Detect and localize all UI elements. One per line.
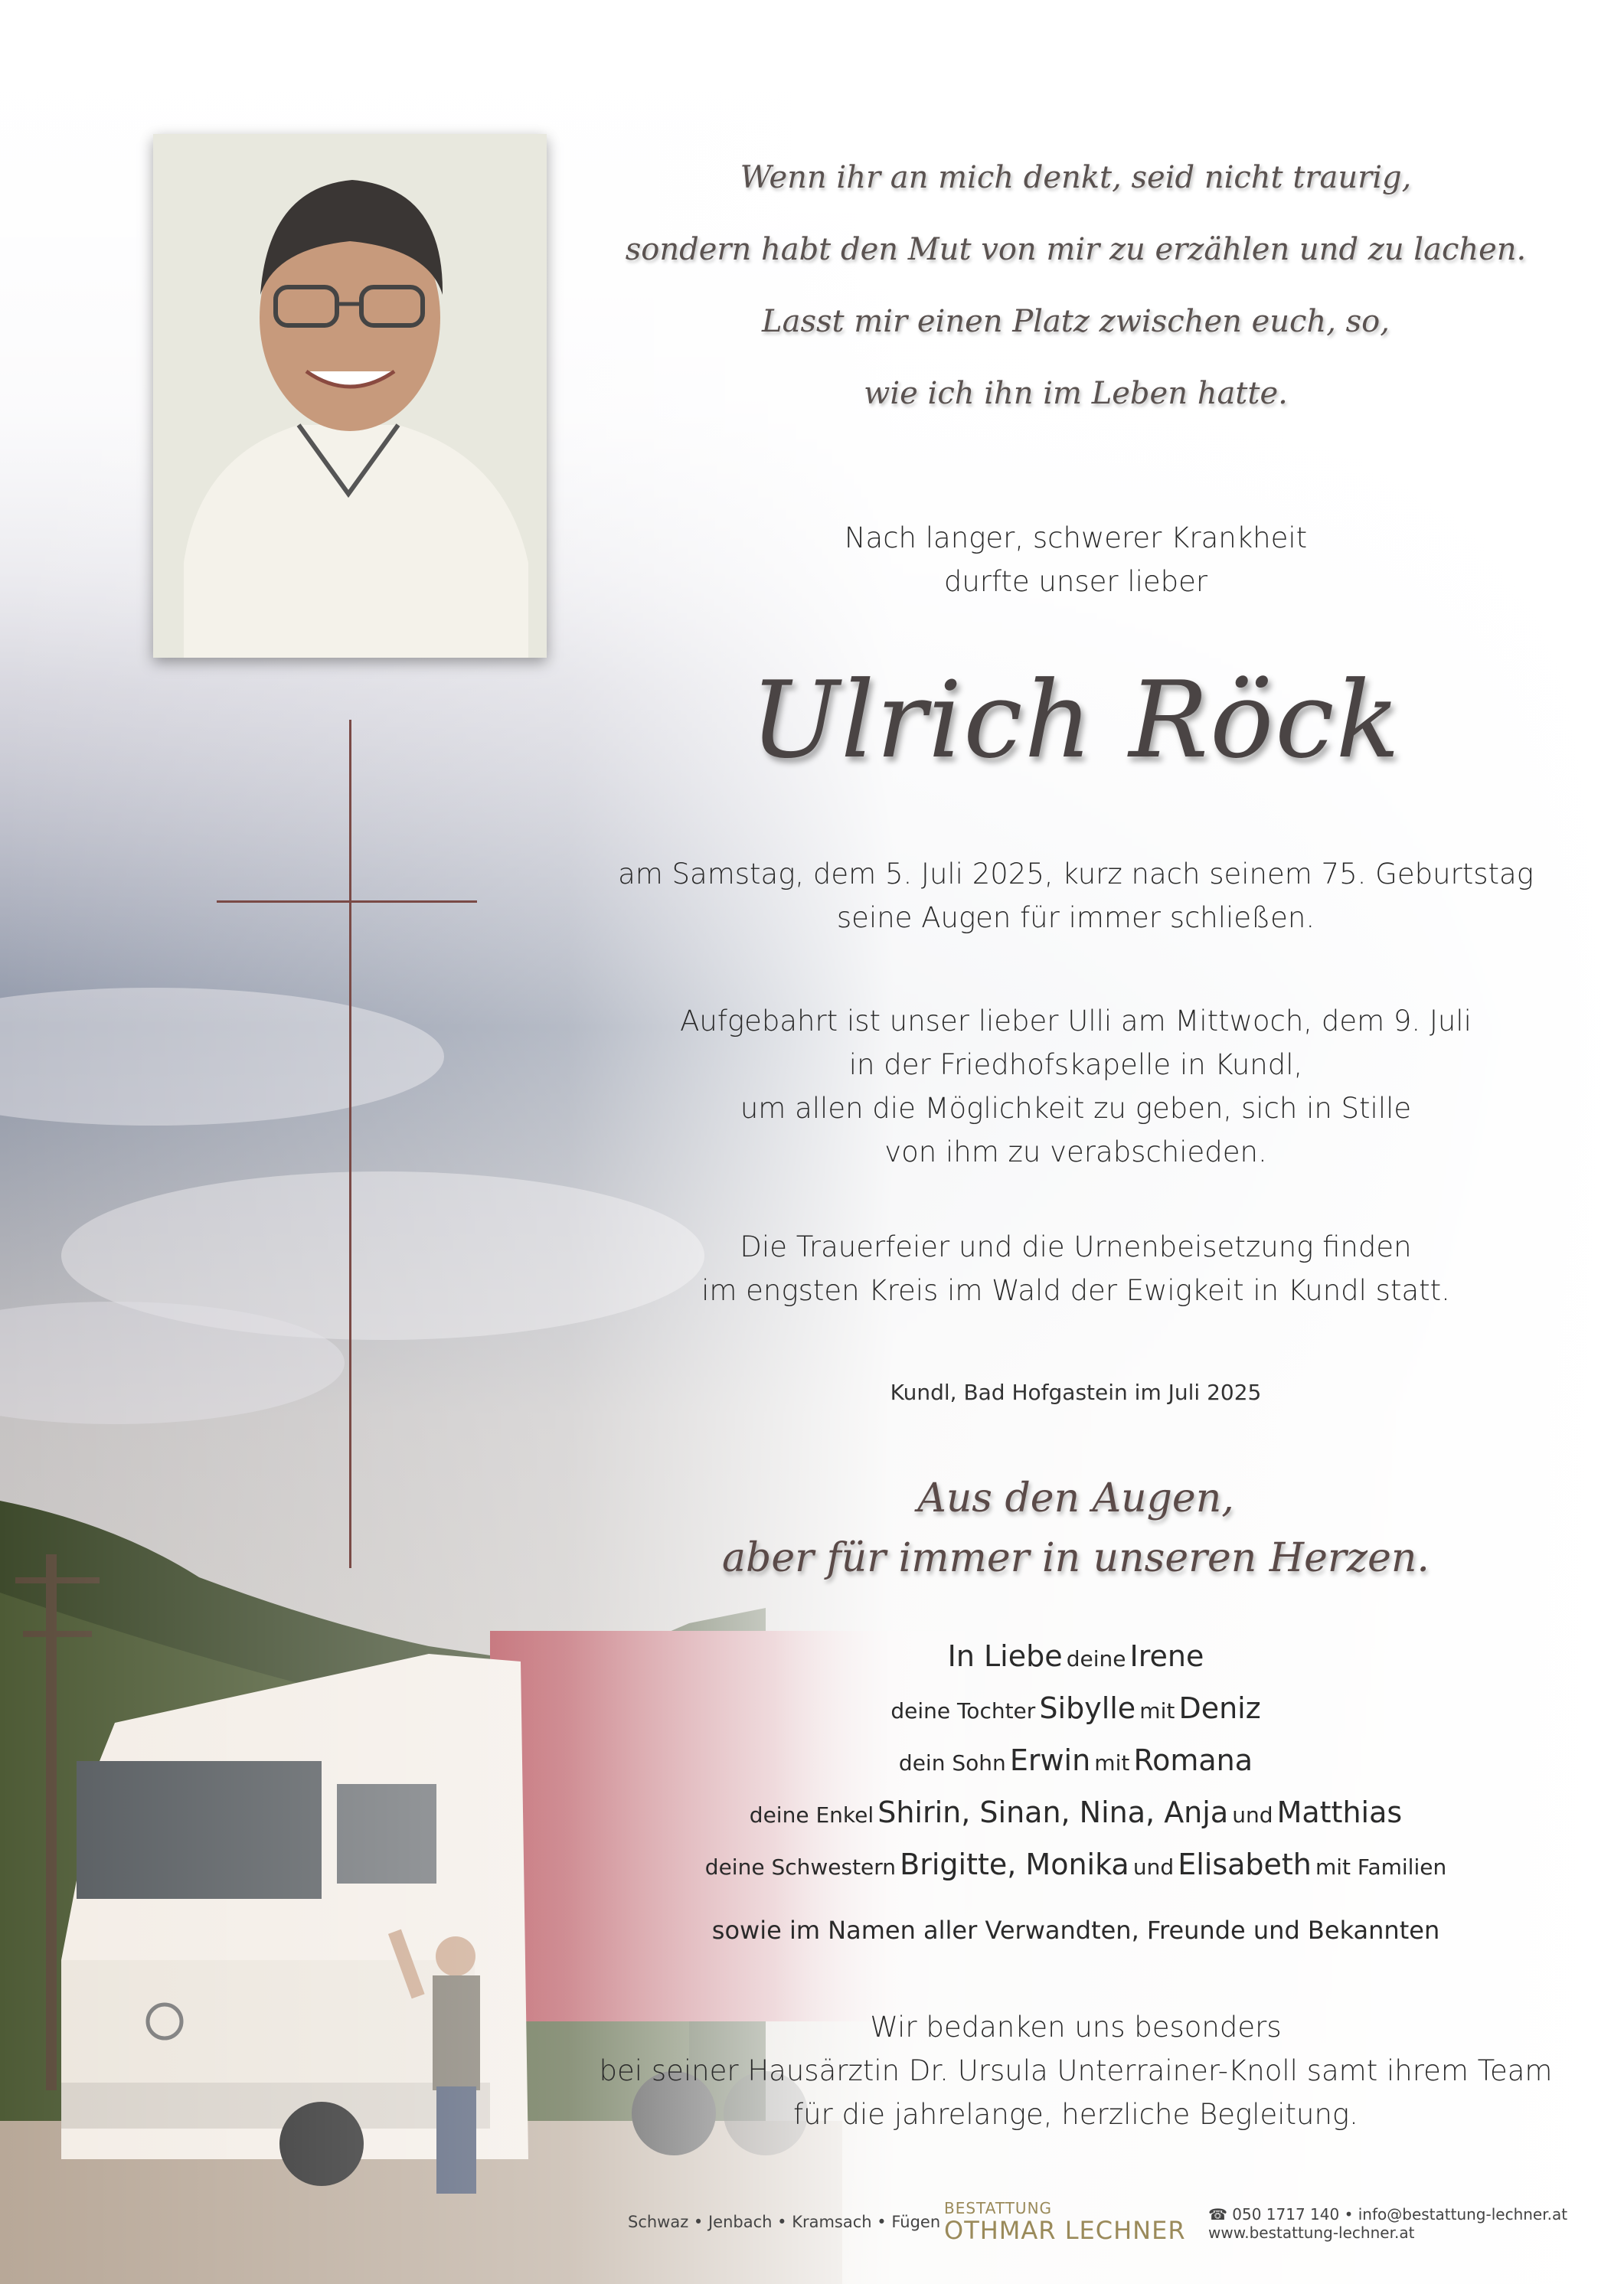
quote-line: Aus den Augen, xyxy=(917,1475,1234,1521)
portrait-photo xyxy=(153,134,547,658)
viewing-line: um allen die Möglichkeit zu geben, sich in Stille xyxy=(740,1092,1412,1125)
family-line-relatives: sowie im Namen aller Verwandten, Freunde und Bekannten xyxy=(711,1916,1440,1945)
viewing-info xyxy=(597,999,1554,1174)
contact-phone-email: ☎ 050 1717 140 • info@bestattung-lechner.at xyxy=(1208,2205,1568,2224)
ceremony-line: Die Trauerfeier und die Urnenbeisetzung finden xyxy=(740,1230,1412,1263)
family-list xyxy=(597,1633,1554,1958)
thanks-line: Wir bedanken uns besonders xyxy=(870,2011,1282,2044)
intro-line: durfte unser lieber xyxy=(943,565,1208,598)
death-notice xyxy=(597,852,1554,939)
family-line-wife: In Liebe deine Irene xyxy=(947,1639,1204,1673)
poem xyxy=(597,142,1554,430)
poem-line: Wenn ihr an mich denkt, seid nicht traurig, xyxy=(740,160,1412,195)
place-date: Kundl, Bad Hofgastein im Juli 2025 xyxy=(890,1380,1262,1405)
funeral-home-logo xyxy=(944,2199,1186,2245)
intro-line: Nach langer, schwerer Krankheit xyxy=(844,521,1308,554)
footer-contact xyxy=(1208,2205,1567,2242)
cross-vertical-bar xyxy=(349,720,351,1568)
viewing-line: in der Friedhofskapelle in Kundl, xyxy=(848,1048,1303,1081)
deceased-name: Ulrich Röck xyxy=(750,658,1402,782)
ceremony-line: im engsten Kreis im Wald der Ewigkeit in Kundl statt. xyxy=(701,1274,1450,1307)
ceremony-info xyxy=(597,1225,1554,1312)
family-line-son: dein Sohn Erwin mit Romana xyxy=(898,1743,1253,1777)
viewing-line: von ihm zu verabschieden. xyxy=(884,1135,1267,1168)
poem-line: sondern habt den Mut von mir zu erzählen und zu lachen. xyxy=(625,232,1527,267)
poem-line: wie ich ihn im Leben hatte. xyxy=(864,376,1288,411)
intro xyxy=(597,516,1554,603)
thanks-line: für die jahrelange, herzliche Begleitung. xyxy=(793,2098,1358,2131)
memorial-quote xyxy=(597,1469,1554,1588)
death-notice-line: seine Augen für immer schließen. xyxy=(836,901,1315,934)
family-line-daughter: deine Tochter Sibylle mit Deniz xyxy=(890,1691,1261,1725)
family-line-grandchildren: deine Enkel Shirin, Sinan, Nina, Anja und Matthias xyxy=(749,1796,1403,1829)
viewing-line: Aufgebahrt ist unser lieber Ulli am Mittwoch, dem 9. Juli xyxy=(680,1005,1472,1037)
contact-website: www.bestattung-lechner.at xyxy=(1208,2224,1415,2242)
family-line-sisters: deine Schwestern Brigitte, Monika und Elisabeth mit Familien xyxy=(704,1848,1447,1881)
logo-line-2: OTHMAR LECHNER xyxy=(944,2216,1186,2245)
poem-line: Lasst mir einen Platz zwischen euch, so, xyxy=(762,304,1390,339)
cross-horizontal-bar xyxy=(217,900,477,903)
quote-line: aber für immer in unseren Herzen. xyxy=(722,1535,1430,1581)
thanks xyxy=(597,2005,1554,2136)
death-notice-line: am Samstag, dem 5. Juli 2025, kurz nach seinem 75. Geburtstag xyxy=(618,858,1534,890)
footer-locations: Schwaz • Jenbach • Kramsach • Fügen xyxy=(628,2213,941,2231)
logo-line-1: BESTATTUNG xyxy=(944,2199,1053,2217)
thanks-line: bei seiner Hausärztin Dr. Ursula Unterrainer-Knoll samt ihrem Team xyxy=(599,2054,1553,2087)
